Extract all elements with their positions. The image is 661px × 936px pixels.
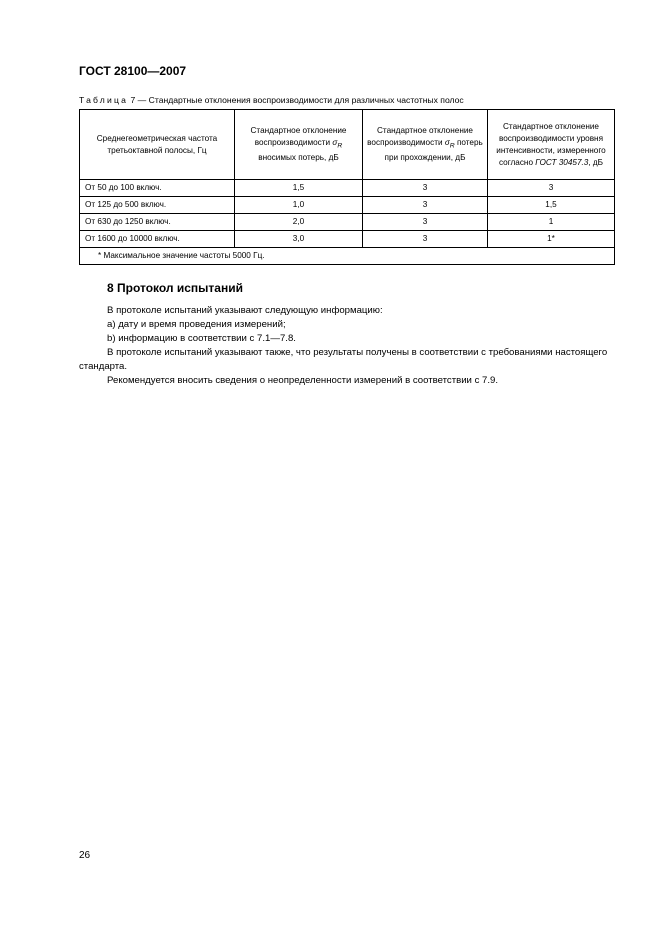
header-text: Стандартное отклонение воспроизводимости [367,125,473,147]
header-text: Стандартное отклонение воспроизводимости [250,125,347,147]
table-row [80,180,615,197]
table-row [80,231,615,248]
cell-intensity-level: 1,5 [488,197,615,214]
table-row [80,197,615,214]
page-number: 26 [79,850,91,861]
header-text: вносимых потерь, дБ [258,153,339,163]
header-insertion-loss-deviation [235,110,363,180]
cell-transmission-loss: 3 [363,197,488,214]
standard-reference: ГОСТ 30457.3 [535,157,589,167]
cell-intensity-level: 3 [488,180,615,197]
header-transmission-loss-deviation [363,110,488,180]
header-text: Стандартное отклонение воспроизводимости уровня интенсивности, измеренного согласно [496,121,606,167]
list-item: а) дату и время проведения измерений; [107,319,286,330]
cell-insertion-loss: 3,0 [235,231,363,248]
cell-transmission-loss: 3 [363,231,488,248]
cell-frequency: От 125 до 500 включ. [80,197,235,214]
paragraph: В протоколе испытаний указывают также, что результаты получены в соответствии с требованиями настоящего стандарта. [79,347,608,372]
header-text: , дБ [588,157,604,167]
cell-transmission-loss: 3 [363,180,488,197]
table-row [80,214,615,231]
cell-intensity-level: 1* [488,231,615,248]
table-caption-title: 7 — Стандартные отклонения воспроизводимости для различных частотных полос [128,95,464,105]
sigma-symbol: σ [444,137,450,147]
table-footnote: * Максимальное значение частоты 5000 Гц. [80,248,615,265]
paragraph: В протоколе испытаний указывают следующую информацию: [107,305,383,316]
table-footnote-row [80,248,615,265]
cell-transmission-loss: 3 [363,214,488,231]
reproducibility-table [79,109,615,265]
header-intensity-level-deviation [488,110,615,180]
header-text: потерь при прохождении, дБ [384,137,483,163]
document-code: ГОСТ 28100—2007 [79,64,187,78]
section-body [79,304,619,388]
paragraph: Рекомендуется вносить сведения о неопределенности измерений в соответствии с 7.9. [107,375,499,386]
cell-frequency: От 630 до 1250 включ. [80,214,235,231]
table-caption [79,95,464,105]
cell-frequency: От 1600 до 10000 включ. [80,231,235,248]
section-heading: 8 Протокол испытаний [107,281,243,295]
list-item: b) информацию в соответствии с 7.1—7.8. [107,333,296,344]
cell-insertion-loss: 2,0 [235,214,363,231]
sigma-subscript: R [337,142,343,150]
cell-insertion-loss: 1,0 [235,197,363,214]
table-caption-label: Таблица [79,95,129,105]
cell-intensity-level: 1 [488,214,615,231]
header-frequency: Среднегеометрическая частота третьоктавной полосы, Гц [80,110,235,180]
sigma-symbol: σ [332,137,338,147]
sigma-subscript: R [449,142,455,150]
cell-frequency: От 50 до 100 включ. [80,180,235,197]
table-header-row [80,110,615,180]
cell-insertion-loss: 1,5 [235,180,363,197]
